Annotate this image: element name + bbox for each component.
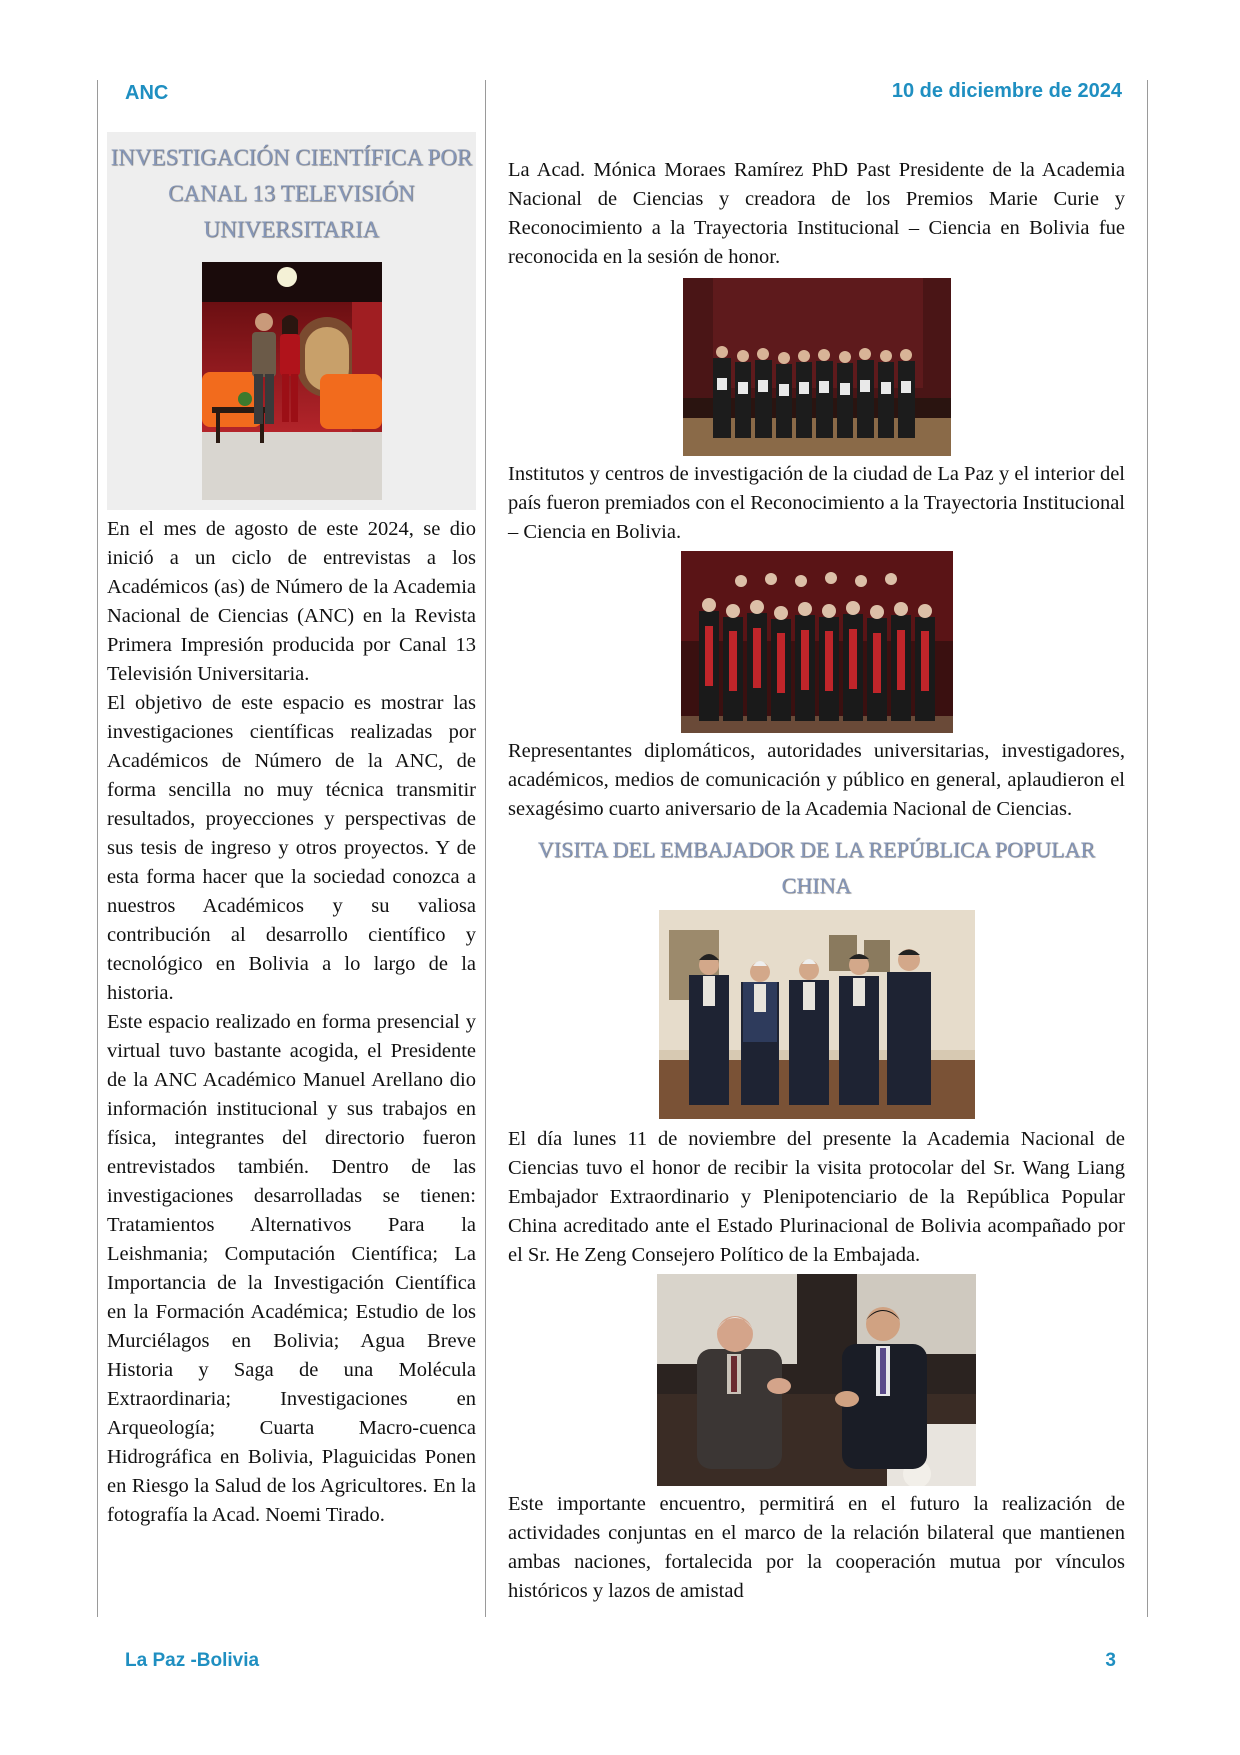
section-heading-china-visit: VISITA DEL EMBAJADOR DE LA REPÚBLICA POPULAR CHINA (537, 837, 1096, 898)
ambassador-visit-photo (659, 910, 975, 1119)
right-column (508, 156, 1125, 1606)
honor-session-photo (683, 278, 951, 456)
right-paragraph-institutos: Institutos y centros de investigación de la ciudad de La Paz y el interior del país fueron premiados con el Reconocimiento a la Trayectoria Institucional – Ciencia en Bolivia. (508, 463, 1125, 543)
left-paragraph-3: Este espacio realizado en forma presencial y virtual tuvo bastante acogida, el Presidente de la ANC Académico Manuel Arellano dio información institucional y sus trabajos en física, integrantes del directorio fueron entrevistados también. Dentro de las investigaciones desarrolladas se tienen: Tratamientos Alternativos Para la Leishmania; Computación Científica; La Importancia de la Investigación Científica en la Formación Académica; Estudio de los Murciélagos en Bolivia; Agua Breve Historia y Saga de una Molécula Extraordinaria; Investigaciones en Arqueología; Cuarta Macro-cuenca Hidrográfica en Bolivia, Plaguicidas Ponen en Riesgo la Salud de los Agricultores. En la fotografía la Acad. Noemi Tirado. (107, 1011, 476, 1526)
page-border-right (1147, 80, 1148, 1617)
page-number: 3 (1105, 1650, 1116, 1671)
left-paragraph-2: El objetivo de este espacio es mostrar las investigaciones científicas realizadas por Académicos de Número de la ANC, de forma sencilla no muy técnica transmitir resultados, proyecciones y perspectivas de sus tesis de ingreso y otros proyectos. Y de esta forma hacer que la sociedad conozca a nuestros Académicos y su valiosa contribución al desarrollo científico y tecnológico en Bolivia a lo largo de la historia. (107, 692, 476, 1004)
right-paragraph-representantes: Representantes diplomáticos, autoridades universitarias, investigadores, académicos, medios de comunicación y público en general, aplaudieron el sexagésimo cuarto aniversario de la Academia Nacional de Ciencias. (508, 740, 1125, 820)
left-paragraph-1: En el mes de agosto de este 2024, se dio inició a un ciclo de entrevistas a los Académicos (as) de Número de la Academia Nacional de Ciencias (ANC) en la Revista Primera Impresión producida por Canal 13 Televisión Universitaria. (107, 518, 476, 685)
academicians-group-photo (681, 551, 953, 733)
tv-studio-photo (202, 262, 382, 500)
header-date: 10 de diciembre de 2024 (891, 80, 1122, 102)
footer-location: La Paz -Bolivia (125, 1650, 260, 1671)
header-publication: ANC (125, 82, 169, 104)
right-paragraph-visita: El día lunes 11 de noviembre del presente la Academia Nacional de Ciencias tuvo el honor de recibir la visita protocolar del Sr. Wang Liang Embajador Extraordinario y Plenipotenciario de la República Popular China acreditado ante el Estado Plurinacional de Bolivia acompañado por el Sr. He Zeng Consejero Político de la Embajada. (508, 1128, 1125, 1266)
section-heading-canal13: INVESTIGACIÓN CIENTÍFICA POR CANAL 13 TELEVISIÓN UNIVERSITARIA (107, 132, 476, 258)
left-column (107, 132, 476, 1530)
right-paragraph-encuentro: Este importante encuentro, permitirá en el futuro la realización de actividades conjuntas en el marco de la relación bilateral que mantienen ambas naciones, fortalecida por la cooperación mutua por vínculos históricos y lazos de amistad (508, 1493, 1125, 1602)
right-paragraph-moraes: La Acad. Mónica Moraes Ramírez PhD Past Presidente de la Academia Nacional de Ciencias y creadora de los Premios Marie Curie y Reconocimiento a la Trayectoria Institucional – Ciencia en Bolivia fue reconocida en la sesión de honor. (508, 159, 1125, 268)
column-divider (485, 80, 486, 1617)
page-border-left (97, 80, 98, 1617)
ambassador-meeting-photo (657, 1274, 976, 1486)
